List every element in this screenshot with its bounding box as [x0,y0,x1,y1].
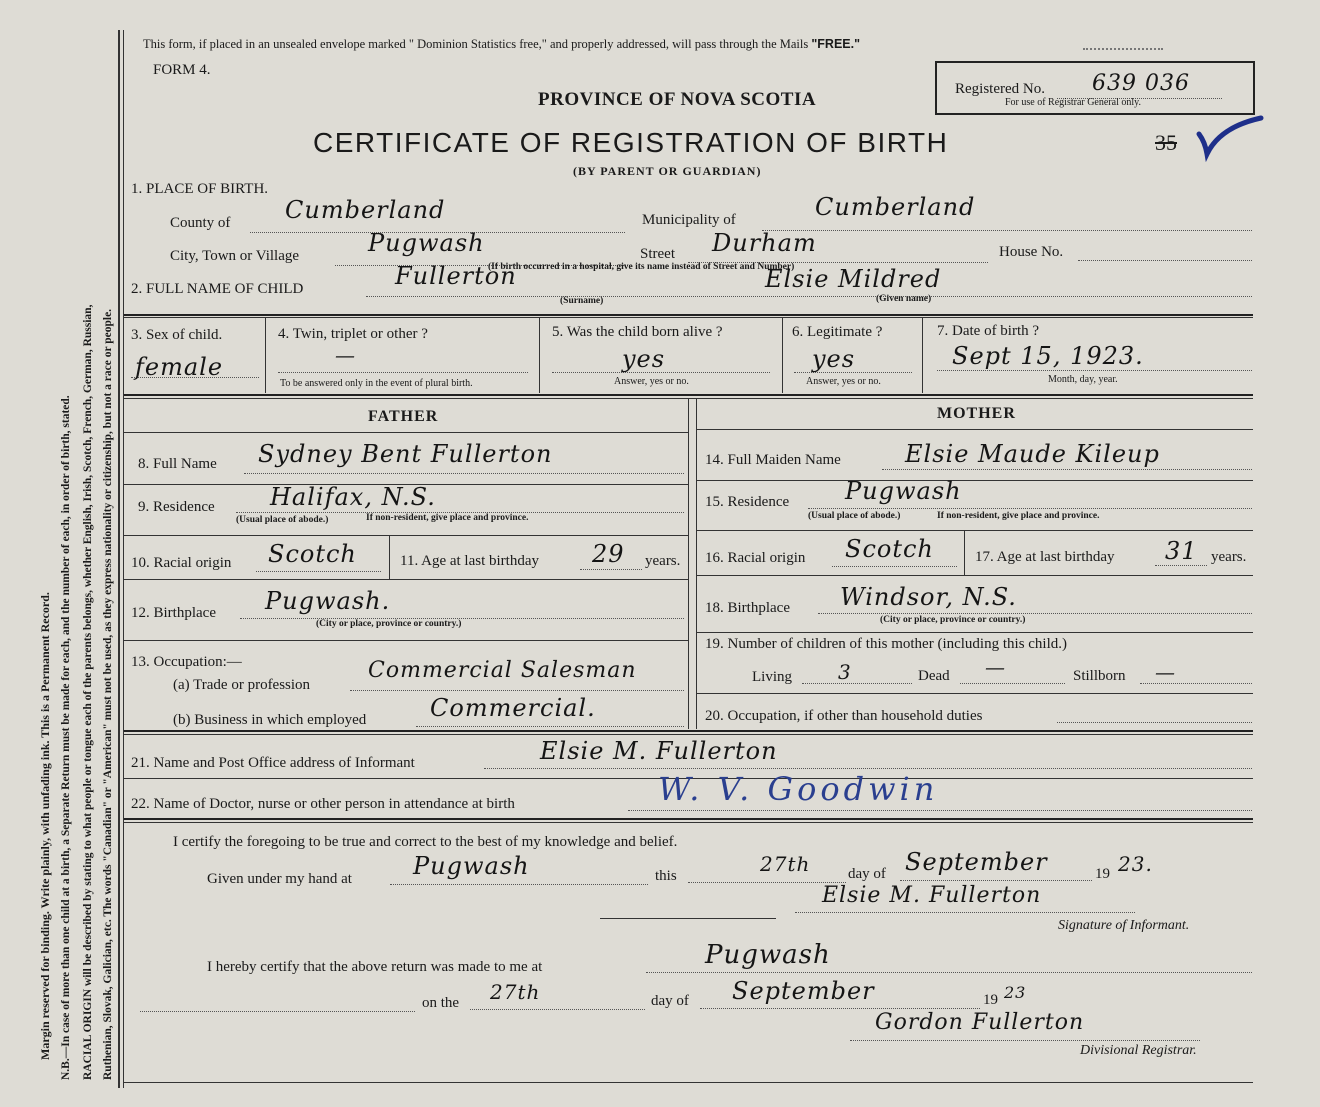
mother-age-value: 31 [1165,537,1198,565]
mother-occupation-label: 20. Occupation, if other than household duties [705,708,983,724]
dob-note: Month, day, year. [1048,374,1118,385]
reg-note: For use of Registrar General only. [1005,97,1141,108]
legitimate-label: 6. Legitimate ? [792,324,883,340]
municipality-value: Cumberland [815,193,976,221]
onthe-label: on the [422,995,460,1011]
father-heading: FATHER [368,408,439,425]
checkmark-icon [1195,112,1265,162]
mother-residence-label: 15. Residence [705,494,790,510]
margin-note-binding: Margin reserved for binding. Write plainly, with unfading ink. This is a Permanent Record. [38,592,52,1060]
father-residence-label: 9. Residence [138,499,215,515]
father-residence-value: Halifax, N.S. [270,483,436,511]
house-label: House No. [999,244,1064,260]
mother-race-label: 16. Racial origin [705,550,806,566]
father-race-value: Scotch [268,540,357,568]
registrar-year-prefix: 19 [983,992,998,1008]
father-birthplace-value: Pugwash. [265,587,391,615]
sex-value: female [135,353,224,381]
registrar-place-value: Pugwash [705,940,831,970]
dead-label: Dead [918,668,950,684]
informant-value: Elsie M. Fullerton [540,737,778,765]
margin-note-racial: RACIAL ORIGIN will be described by stating to what people or tongue each of the parents belongs, whether English, Irish, Scotch, French, German, Russian, [82,304,94,1080]
mother-heading: MOTHER [937,405,1016,422]
mail-notice-free: "FREE." [811,37,861,51]
mail-notice [143,37,860,52]
father-name-value: Sydney Bent Fullerton [258,440,553,468]
mother-birthplace-note: (City or place, province or country.) [880,615,1026,625]
plural-birth-note: To be answered only in the event of plural birth. [280,378,473,389]
stillborn-label: Stillborn [1073,668,1126,684]
certify-month-value: September [905,848,1048,876]
father-birthplace-label: 12. Birthplace [131,605,216,621]
legitimate-value: yes [812,345,856,373]
mother-residence-note2: If non-resident, give place and province. [937,511,1100,521]
mother-residence-note1: (Usual place of abode.) [808,511,901,521]
father-race-label: 10. Racial origin [131,555,232,571]
born-alive-label: 5. Was the child born alive ? [552,324,723,340]
registrar-month-value: September [732,977,875,1005]
mother-residence-value: Pugwash [845,477,962,505]
mother-age-unit: years. [1211,549,1247,565]
dob-label: 7. Date of birth ? [937,323,1040,339]
father-trade-label: (a) Trade or profession [173,677,311,693]
father-business-value: Commercial. [430,694,596,722]
given-place-value: Pugwash [413,852,530,880]
street-value: Durham [712,229,817,257]
certificate-title: CERTIFICATE OF REGISTRATION OF BIRTH [313,127,949,158]
plural-birth-value: — [335,343,356,367]
certify-year-value: 23. [1118,852,1153,876]
hospital-note: (If birth occurred in a hospital, give its name instead of Street and Number) [488,262,795,272]
informant-label: 21. Name and Post Office address of Informant [131,755,415,771]
registrar-statement: I hereby certify that the above return was made to me at [207,959,543,975]
mother-name-value: Elsie Maude Kileup [905,440,1160,468]
margin-note-racial-cont: Ruthenian, Slovak, Galician, etc. The words "Canadian" or "American" must not be used, as they express nationality or citizenship, but not a race or people. [102,308,114,1080]
informant-signature: Elsie M. Fullerton [822,883,1042,908]
reg-number: 639 036 [1092,71,1190,96]
given-name-caption: (Given name) [876,294,932,304]
doctor-value: W. V. Goodwin [658,770,939,808]
surname-caption: (Surname) [560,296,604,306]
mother-age-label: 17. Age at last birthday [975,549,1115,565]
province-heading: PROVINCE OF NOVA SCOTIA [538,89,817,110]
father-age-value: 29 [592,540,625,568]
children-count-label: 19. Number of children of this mother (including this child.) [705,636,1068,652]
mother-birthplace-label: 18. Birthplace [705,600,790,616]
mother-race-value: Scotch [845,535,934,563]
given-under-label: Given under my hand at [207,871,352,887]
mother-name-label: 14. Full Maiden Name [705,452,841,468]
registrar-year-value: 23 [1004,983,1027,1002]
father-trade-value: Commercial Salesman [368,658,637,683]
child-surname: Fullerton [395,262,517,290]
mail-notice-text: This form, if placed in an unsealed envelope marked " Dominion Statistics free," and properly addressed, will pass through the Mails [143,37,809,51]
municipality-label: Municipality of [642,212,736,228]
dead-value: — [985,655,1006,679]
certify-statement: I certify the foregoing to be true and correct to the best of my knowledge and belief. [173,834,678,850]
registrar-signature: Gordon Fullerton [875,1010,1085,1035]
child-name-label: 2. FULL NAME OF CHILD [131,281,304,297]
margin-note-nb: N.B.—In case of more than one child at a birth, a Separate Return must be made for each, and the number of each, in order of birth, stated. [60,395,72,1080]
plural-birth-label: 4. Twin, triplet or other ? [278,326,428,342]
certify-day-value: 27th [760,852,811,876]
certify-year-prefix: 19 [1095,866,1110,882]
doctor-label: 22. Name of Doctor, nurse or other person in attendance at birth [131,796,515,812]
county-value: Cumberland [285,196,446,224]
living-value: 3 [838,660,852,684]
city-value: Pugwash [368,229,485,257]
child-given-name: Elsie Mildred [765,265,942,293]
father-name-label: 8. Full Name [138,456,217,472]
father-residence-note1: (Usual place of abode.) [236,515,329,525]
father-business-label: (b) Business in which employed [173,712,367,728]
form-number: FORM 4. [153,62,211,78]
street-label: Street [640,246,675,262]
dayof-label: day of [848,866,886,882]
this-label: this [655,868,677,884]
father-age-unit: years. [645,553,681,569]
registrar-day-value: 27th [490,980,541,1004]
city-label: City, Town or Village [170,248,300,264]
mother-birthplace-value: Windsor, N.S. [840,583,1017,611]
registrar-caption: Divisional Registrar. [1080,1043,1197,1058]
legitimate-note: Answer, yes or no. [806,376,881,387]
registrar-dayof-label: day of [651,993,689,1009]
born-alive-value: yes [622,345,666,373]
informant-signature-caption: Signature of Informant. [1058,918,1190,933]
binding-line [118,30,120,1088]
father-residence-note2: If non-resident, give place and province. [366,513,529,523]
father-age-label: 11. Age at last birthday [400,553,539,569]
sex-label: 3. Sex of child. [131,327,223,343]
binding-line-2 [123,30,124,1088]
living-label: Living [752,669,792,685]
registration-box [935,61,1255,115]
born-alive-note: Answer, yes or no. [614,376,689,387]
reg-label: Registered No. [955,81,1045,97]
father-occupation-label: 13. Occupation:— [131,654,242,670]
corner-mark: 35 [1155,130,1177,155]
place-of-birth-heading: 1. PLACE OF BIRTH. [131,181,269,197]
dob-value: Sept 15, 1923. [952,342,1144,370]
county-label: County of [170,215,231,231]
certificate-subtitle: (BY PARENT OR GUARDIAN) [573,164,762,178]
father-birthplace-note: (City or place, province or country.) [316,619,462,629]
stillborn-value: — [1155,660,1176,684]
